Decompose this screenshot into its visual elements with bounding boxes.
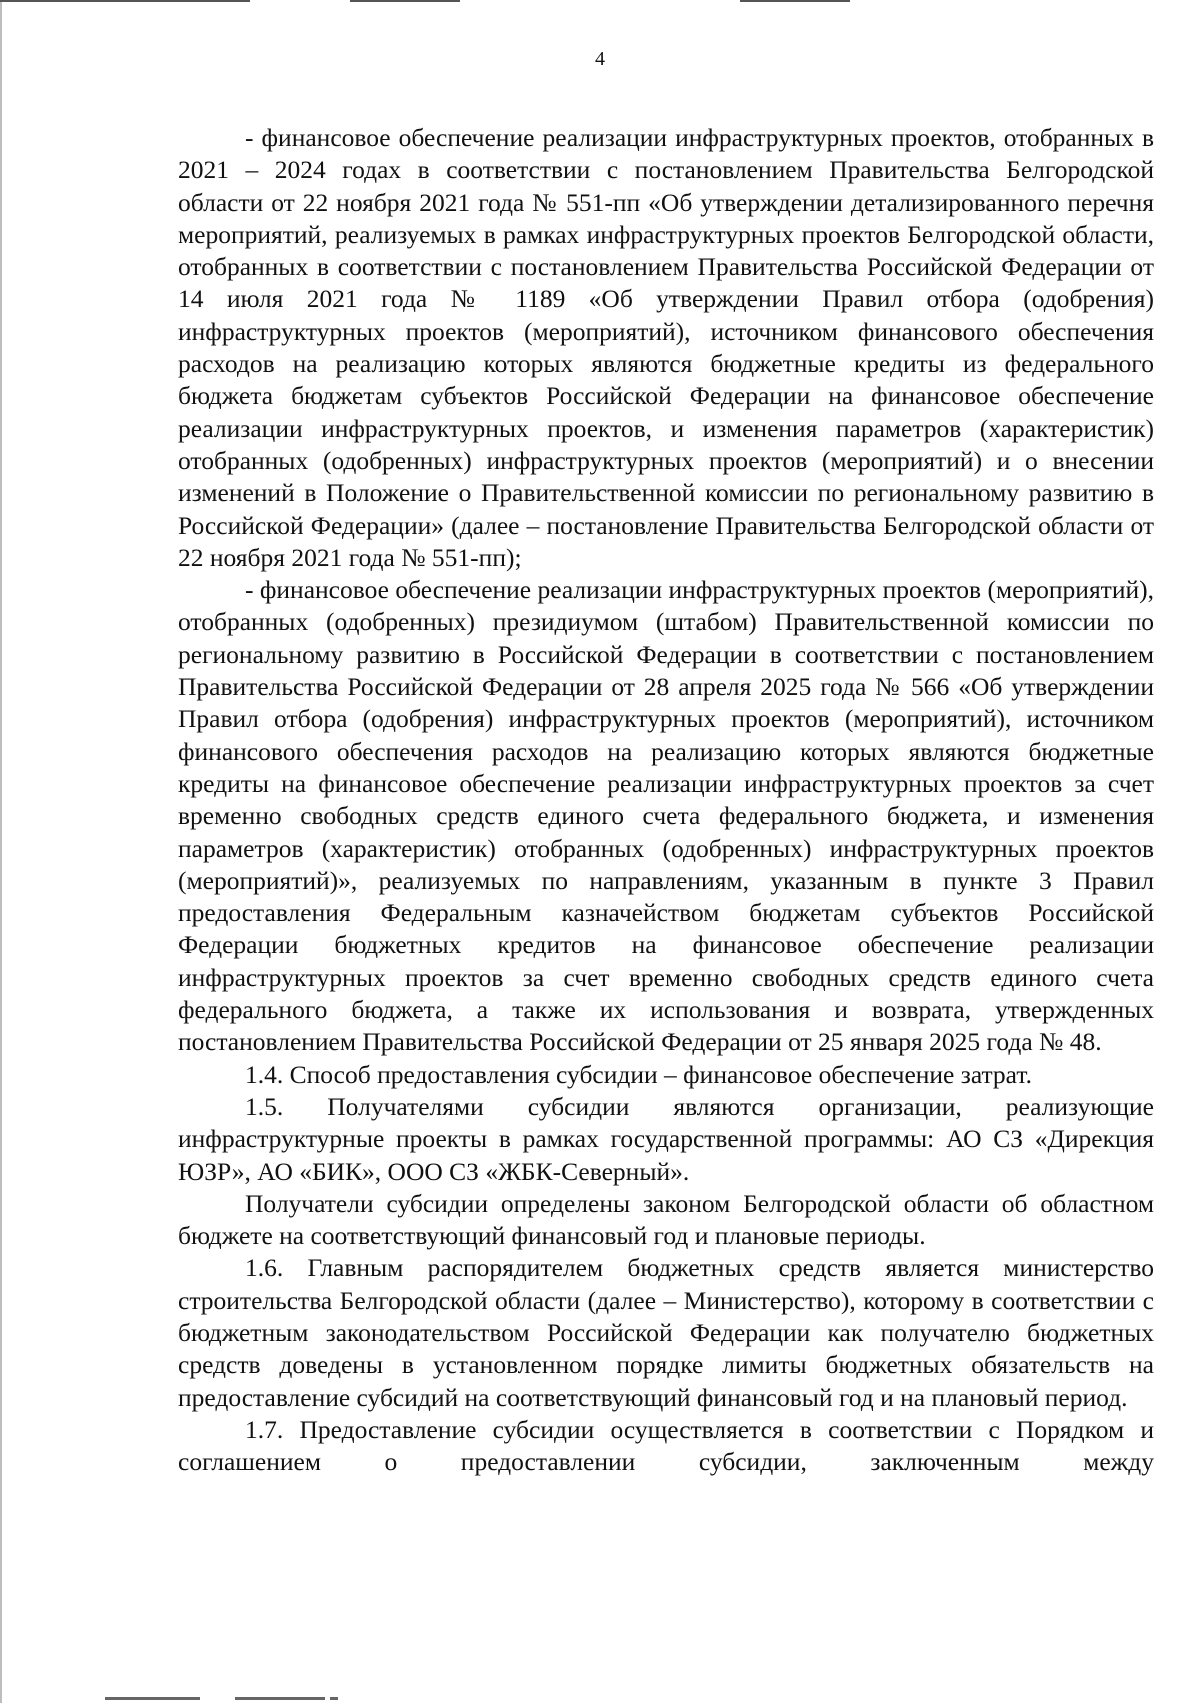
paragraph-infrastructure-projects-2021-2024: - финансовое обеспечение реализации инфраструктурных проектов, отобранных в 2021 – 2024 годах в соответствии с постановлением Правительства Белгородской области от 22 ноября 2021 года № 551-пп «Об утверждении детализированного перечня мероприятий, реализуемых в рамках инфраструктурных проектов Белгородской области, отобранных в соответствии с постановлением Правительства Российской Федерации от 14 июля 2021 года № 1189 «Об утверждении Правил отбора (одобрения) инфраструктурных проектов (мероприятий), источником финансового обеспечения расходов на реализацию которых являются бюджетные кредиты из федерального бюджета бюджетам субъектов Российской Федерации на финансовое обеспечение реализации инфраструктурных проектов, и изменения параметров (характеристик) отобранных (одобренных) инфраструктурных проектов (мероприятий) и о внесении изменений в Положение о Правительственной комиссии по региональному развитию в Российской Федерации» (далее – постановление Правительства Белгородской области от 22 ноября 2021 года № 551-пп);	[178, 123, 1154, 572]
scan-bottom-mark	[330, 1697, 338, 1700]
page-number: 4	[595, 48, 605, 70]
scan-top-mark	[740, 0, 850, 2]
paragraph-recipients: Получатели субсидии определены законом Белгородской области об областном бюджете на соответствующий финансовый год и плановые периоды.	[178, 1188, 1154, 1251]
paragraph-infrastructure-projects-2025: - финансовое обеспечение реализации инфраструктурных проектов (мероприятий), отобранных (одобренных) президиумом (штабом) Правительственной комиссии по региональному развитию в Российской Федерации в соответствии с постановлением Правительства Российской Федерации от 28 апреля 2025 года № 566 «Об утверждении Правил отбора (одобрения) инфраструктурных проектов (мероприятий), источником финансового обеспечения расходов на реализацию которых являются бюджетные кредиты на финансовое обеспечение реализации инфраструктурных проектов за счет временно свободных средств единого счета федерального бюджета, и изменения параметров (характеристик) отобранных (одобренных) инфраструктурных проектов (мероприятий)», реализуемых по направлениям, указанным в пункте 3 Правил предоставления Федеральным казначейством бюджетам субъектов Российской Федерации бюджетных кредитов на финансовое обеспечение реализации инфраструктурных проектов за счет временно свободных средств единого счета федерального бюджета, а также их использования и возврата, утвержденных постановлением Правительства Российской Федерации от 25 января 2025 года № 48.	[178, 575, 1154, 1057]
paragraph-1-7: 1.7. Предоставление субсидии осуществляется в соответствии с Порядком и соглашением о предоставлении субсидии, заключенным между	[178, 1414, 1154, 1477]
scan-top-mark	[0, 0, 250, 2]
paragraph-1-5: 1.5. Получателями субсидии являются организации, реализующие инфраструктурные проекты в рамках государственной программы: АО СЗ «Дирекция ЮЗР», АО «БИК», ООО СЗ «ЖБК-Северный».	[178, 1091, 1154, 1186]
paragraph-1-4: 1.4. Способ предоставления субсидии – финансовое обеспечение затрат.	[245, 1059, 1032, 1089]
scan-bottom-mark	[235, 1697, 325, 1700]
document-body	[178, 122, 1154, 1478]
paragraph-1-6: 1.6. Главным распорядителем бюджетных средств является министерство строительства Белгородской области (далее – Министерство), которому в соответствии с бюджетным законодательством Российской Федерации как получателю бюджетных средств доведены в установленном порядке лимиты бюджетных обязательств на предоставление субсидий на соответствующий финансовый год и на плановый период.	[178, 1253, 1154, 1412]
scan-bottom-mark	[105, 1697, 200, 1700]
scan-left-edge	[0, 0, 2, 1703]
scan-top-mark	[350, 0, 460, 2]
